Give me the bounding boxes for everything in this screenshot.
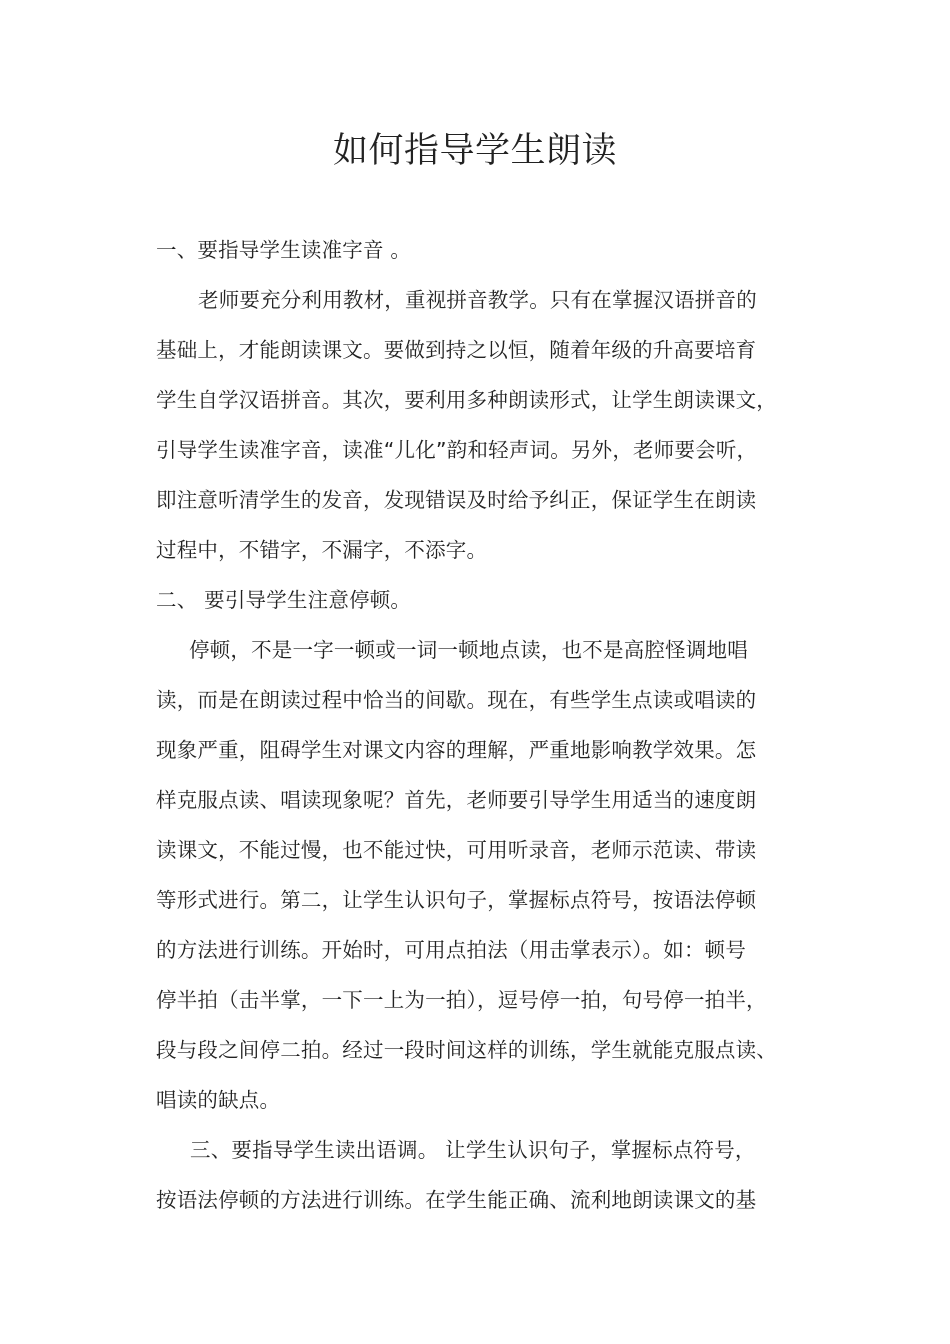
section-heading-2: 二、 要引导学生注意停顿。 [156,588,412,612]
paragraph-line: 按语法停顿的方法进行训练。在学生能正确、流利地朗读课文的基 [156,1188,757,1212]
paragraph-line: 基础上，才能朗读课文。要做到持之以恒，随着年级的升高要培育 [156,338,757,362]
paragraph-line: 样克服点读、唱读现象呢？首先，老师要引导学生用适当的速度朗 [156,788,757,812]
paragraph-line: 等形式进行。第二，让学生认识句子，掌握标点符号，按语法停顿 [156,888,757,912]
document-body [156,225,816,1225]
document-title: 如何指导学生朗读 [332,131,617,171]
paragraph-line: 的方法进行训练。开始时，可用点拍法（用击掌表示）。如：顿号 [156,938,747,962]
paragraph-line: 读，而是在朗读过程中恰当的间歇。现在，有些学生点读或唱读的 [156,688,757,712]
paragraph-line: 学生自学汉语拼音。其次，要利用多种朗读形式，让学生朗读课文， [156,388,777,412]
paragraph-line: 引导学生读准字音，读准“儿化”韵和轻声词。另外，老师要会听， [156,438,758,462]
section-heading-1: 一、要指导学生读准字音 。 [156,238,412,262]
paragraph-line: 停顿，不是一字一顿或一词一顿地点读，也不是高腔怪调地唱 [189,638,748,662]
paragraph-line: 即注意听清学生的发音，发现错误及时给予纠正，保证学生在朗读 [156,488,757,512]
paragraph-line: 现象严重，阻碍学生对课文内容的理解，严重地影响教学效果。怎 [156,738,757,762]
paragraph-line: 停半拍（击半掌，一下一上为一拍），逗号停一拍，句号停一拍半， [156,988,767,1012]
paragraph-line: 老师要充分利用教材，重视拼音教学。只有在掌握汉语拼音的 [198,288,757,312]
paragraph-line: 过程中，不错字，不漏字，不添字。 [156,538,488,562]
section-heading-3: 三、要指导学生读出语调。 让学生认识句子，掌握标点符号， [190,1138,756,1162]
paragraph-line: 唱读的缺点。 [156,1088,281,1112]
paragraph-line: 段与段之间停二拍。经过一段时间这样的训练，学生就能克服点读、 [156,1038,777,1062]
paragraph-line: 读课文，不能过慢，也不能过快，可用听录音，老师示范读、带读 [156,838,757,862]
